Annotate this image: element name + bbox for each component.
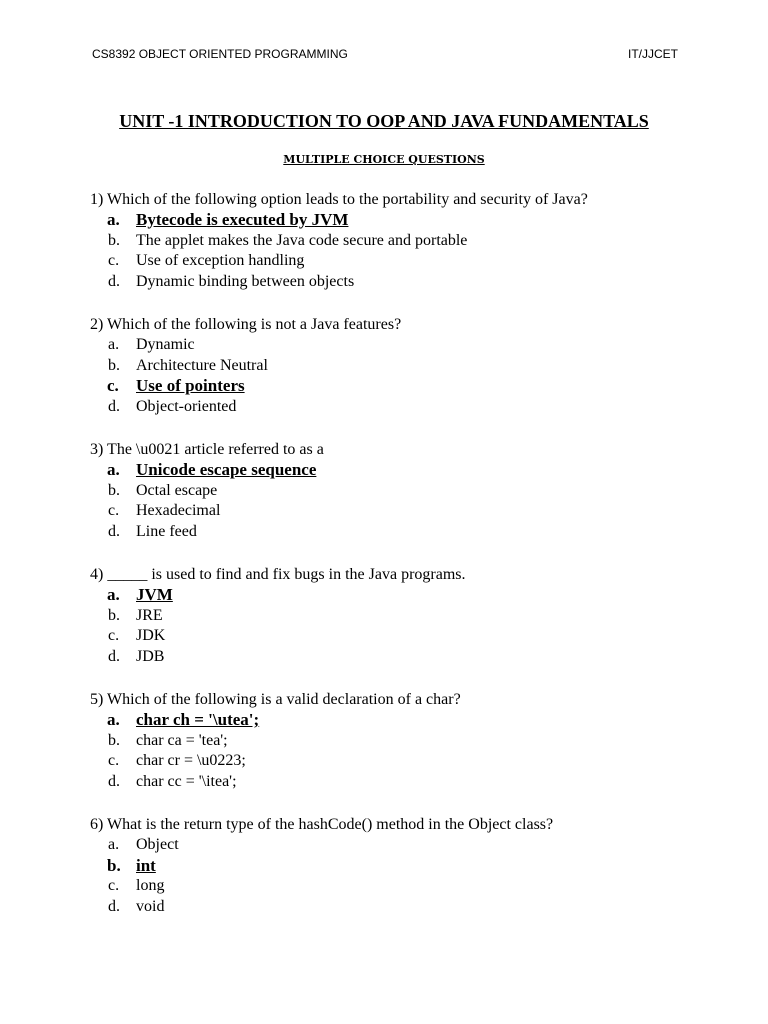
question-6: [90, 814, 690, 917]
question-text: 5) Which of the following is a valid declaration of a char?: [90, 691, 461, 708]
option-text: Use of pointers: [136, 376, 245, 395]
option-text: Line feed: [136, 522, 197, 540]
question-2: [90, 314, 690, 417]
option-letter: b.: [108, 481, 120, 499]
option-letter: c.: [108, 252, 120, 269]
option-text: Octal escape: [136, 481, 218, 499]
option-text: char ca = 'tea';: [136, 731, 228, 749]
option-text: void: [136, 897, 165, 915]
option-text: Object-oriented: [136, 397, 237, 415]
question-3: [90, 439, 690, 542]
option-letter: d.: [108, 397, 120, 415]
option-list: [90, 335, 690, 417]
option-list: [90, 835, 690, 917]
option-letter: c.: [108, 752, 120, 769]
unit-title: UNIT -1 INTRODUCTION TO OOP AND JAVA FUNDAMENTALS: [119, 111, 649, 131]
option-correct: [90, 210, 690, 231]
option: [90, 397, 690, 418]
question-text: 4) _____ is used to find and fix bugs in the Java programs.: [90, 566, 466, 583]
option-text: JDB: [136, 647, 165, 665]
question-text: 1) Which of the following option leads to the portability and security of Java?: [90, 191, 588, 208]
running-header: [92, 47, 678, 65]
option: [90, 231, 690, 252]
option-letter: d.: [108, 272, 120, 290]
option-text: Dynamic binding between objects: [136, 272, 355, 290]
option: [90, 335, 690, 356]
option-letter: a.: [107, 710, 120, 729]
option-correct: [90, 856, 690, 877]
option-text: Bytecode is executed by JVM: [136, 210, 349, 229]
option: [90, 606, 690, 627]
option-list: [90, 460, 690, 542]
option-correct: [90, 460, 690, 481]
option: [90, 272, 690, 293]
option-letter: b.: [108, 356, 120, 374]
option-text: char ch = '\utea';: [136, 710, 260, 729]
option-letter: b.: [108, 606, 120, 624]
option-letter: b.: [108, 731, 120, 749]
option-letter: a.: [107, 210, 120, 229]
option-letter: c.: [108, 502, 120, 519]
option-text: Architecture Neutral: [136, 356, 268, 374]
option-letter: d.: [108, 897, 120, 915]
question-text: 3) The \u0021 article referred to as a: [90, 441, 324, 458]
option-correct: [90, 585, 690, 606]
option: [90, 501, 690, 522]
option-text: Use of exception handling: [136, 252, 305, 269]
option: [90, 356, 690, 377]
option-text: int: [136, 855, 156, 875]
option-letter: b.: [108, 231, 120, 249]
option-text: char cc = '\itea';: [136, 772, 237, 790]
institution-code: IT/JJCET: [628, 47, 678, 61]
question-1: [90, 189, 690, 292]
option: [90, 626, 690, 647]
option-text: The applet makes the Java code secure and portable: [136, 231, 468, 249]
option: [90, 876, 690, 897]
option-list: [90, 585, 690, 667]
option: [90, 647, 690, 668]
option-text: Object: [136, 836, 179, 853]
question-list: [90, 189, 690, 939]
option-text: Hexadecimal: [136, 502, 221, 519]
option-list: [90, 210, 690, 292]
option-letter: d.: [108, 522, 120, 540]
question-4: [90, 564, 690, 667]
option: [90, 731, 690, 752]
option-list: [90, 710, 690, 792]
option-letter: b.: [107, 855, 121, 875]
option-text: JDK: [136, 627, 166, 644]
option-correct: [90, 376, 690, 397]
option-letter: c.: [107, 376, 119, 395]
option-letter: c.: [108, 877, 120, 894]
option: [90, 751, 690, 772]
course-code-title: CS8392 OBJECT ORIENTED PROGRAMMING: [92, 47, 348, 61]
option: [90, 522, 690, 543]
option: [90, 897, 690, 918]
option-letter: d.: [108, 647, 120, 665]
option-text: JVM: [136, 585, 173, 604]
option-text: JRE: [136, 606, 163, 624]
question-5: [90, 689, 690, 792]
option-letter: a.: [107, 585, 120, 604]
option-letter: c.: [108, 627, 120, 644]
option-letter: a.: [108, 336, 120, 353]
option-correct: [90, 710, 690, 731]
section-title: MULTIPLE CHOICE QUESTIONS: [283, 153, 485, 166]
option-text: Unicode escape sequence: [136, 460, 317, 479]
option: [90, 251, 690, 272]
question-text: 6) What is the return type of the hashCode() method in the Object class?: [90, 816, 554, 833]
option-letter: a.: [108, 836, 120, 853]
option: [90, 481, 690, 502]
option-text: char cr = \u0223;: [136, 752, 246, 769]
option: [90, 772, 690, 793]
option: [90, 835, 690, 856]
option-letter: d.: [108, 772, 120, 790]
option-text: long: [136, 877, 165, 894]
question-text: 2) Which of the following is not a Java features?: [90, 316, 402, 333]
option-letter: a.: [107, 460, 120, 479]
option-text: Dynamic: [136, 336, 195, 353]
